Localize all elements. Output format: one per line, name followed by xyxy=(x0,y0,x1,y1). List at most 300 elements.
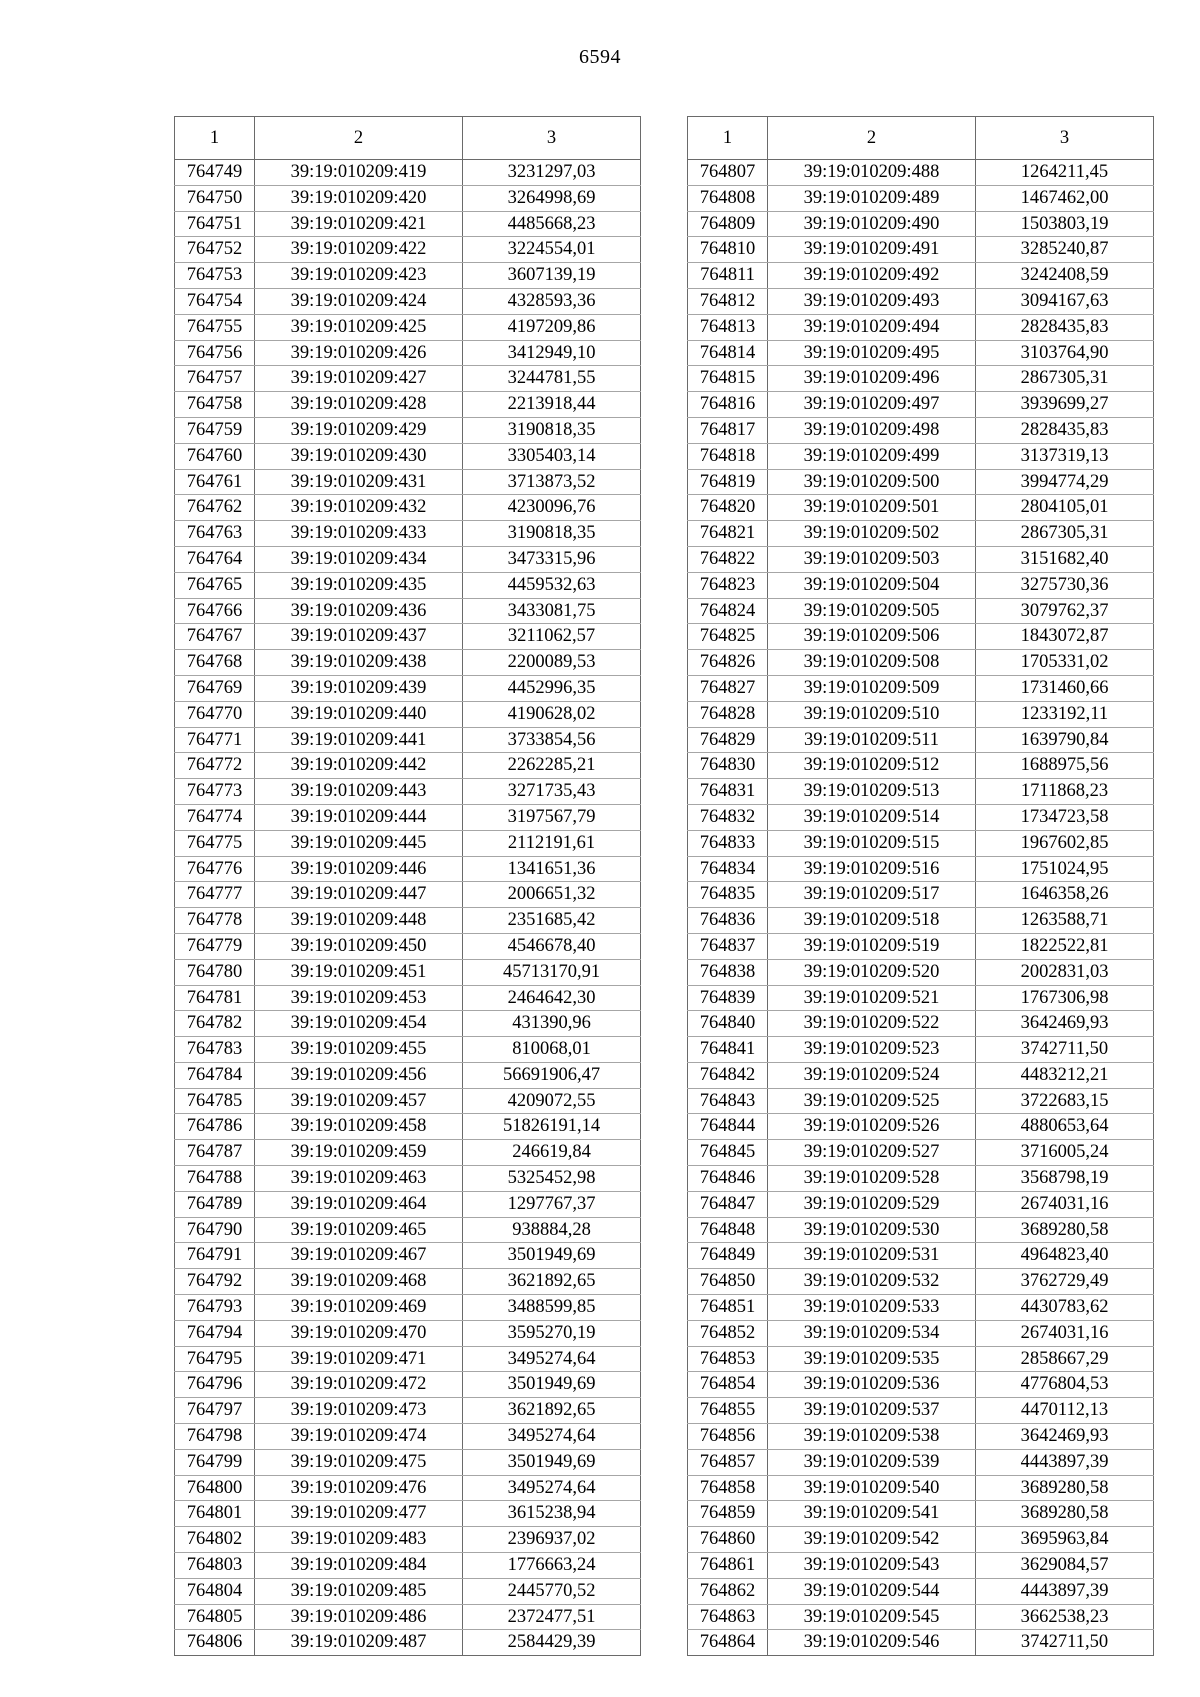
value-cell: 3662538,23 xyxy=(976,1604,1154,1630)
value-cell: 4209072,55 xyxy=(463,1088,641,1114)
row-number-cell: 764838 xyxy=(688,959,768,985)
table-row xyxy=(688,959,1154,985)
value-cell: 1646358,26 xyxy=(976,882,1154,908)
cadastral-number-cell: 39:19:010209:506 xyxy=(768,624,976,650)
value-cell: 3689280,58 xyxy=(976,1501,1154,1527)
row-number-cell: 764800 xyxy=(175,1475,255,1501)
row-number-cell: 764749 xyxy=(175,160,255,186)
row-number-cell: 764815 xyxy=(688,366,768,392)
row-number-cell: 764752 xyxy=(175,237,255,263)
value-cell: 4776804,53 xyxy=(976,1372,1154,1398)
cadastral-number-cell: 39:19:010209:491 xyxy=(768,237,976,263)
table-row xyxy=(688,392,1154,418)
cadastral-number-cell: 39:19:010209:470 xyxy=(255,1320,463,1346)
table-row xyxy=(688,598,1154,624)
table-row xyxy=(175,572,641,598)
cadastral-number-cell: 39:19:010209:499 xyxy=(768,443,976,469)
cadastral-number-cell: 39:19:010209:522 xyxy=(768,1011,976,1037)
cadastral-number-cell: 39:19:010209:450 xyxy=(255,933,463,959)
value-cell: 2584429,39 xyxy=(463,1630,641,1656)
cadastral-number-cell: 39:19:010209:419 xyxy=(255,160,463,186)
table-row xyxy=(688,1062,1154,1088)
value-cell: 3689280,58 xyxy=(976,1217,1154,1243)
cadastral-number-cell: 39:19:010209:527 xyxy=(768,1140,976,1166)
value-cell: 1688975,56 xyxy=(976,753,1154,779)
value-cell: 1711868,23 xyxy=(976,779,1154,805)
cadastral-number-cell: 39:19:010209:529 xyxy=(768,1191,976,1217)
table-row xyxy=(688,1191,1154,1217)
cadastral-number-cell: 39:19:010209:526 xyxy=(768,1114,976,1140)
cadastral-number-cell: 39:19:010209:518 xyxy=(768,908,976,934)
value-cell: 3722683,15 xyxy=(976,1088,1154,1114)
row-number-cell: 764805 xyxy=(175,1604,255,1630)
cadastral-number-cell: 39:19:010209:444 xyxy=(255,804,463,830)
cadastral-number-cell: 39:19:010209:459 xyxy=(255,1140,463,1166)
cadastral-number-cell: 39:19:010209:503 xyxy=(768,546,976,572)
cadastral-number-cell: 39:19:010209:453 xyxy=(255,985,463,1011)
table-row xyxy=(175,263,641,289)
cadastral-number-cell: 39:19:010209:488 xyxy=(768,160,976,186)
cadastral-number-cell: 39:19:010209:433 xyxy=(255,521,463,547)
table-row xyxy=(688,546,1154,572)
table-row xyxy=(688,1243,1154,1269)
cadastral-number-cell: 39:19:010209:430 xyxy=(255,443,463,469)
value-cell: 1263588,71 xyxy=(976,908,1154,934)
cadastral-number-cell: 39:19:010209:495 xyxy=(768,340,976,366)
cadastral-number-cell: 39:19:010209:525 xyxy=(768,1088,976,1114)
table-row xyxy=(688,1346,1154,1372)
row-number-cell: 764775 xyxy=(175,830,255,856)
cadastral-number-cell: 39:19:010209:457 xyxy=(255,1088,463,1114)
cadastral-number-cell: 39:19:010209:502 xyxy=(768,521,976,547)
row-number-cell: 764803 xyxy=(175,1553,255,1579)
row-number-cell: 764830 xyxy=(688,753,768,779)
value-cell: 3433081,75 xyxy=(463,598,641,624)
cadastral-number-cell: 39:19:010209:545 xyxy=(768,1604,976,1630)
cadastral-number-cell: 39:19:010209:530 xyxy=(768,1217,976,1243)
cadastral-number-cell: 39:19:010209:446 xyxy=(255,856,463,882)
value-cell: 4197209,86 xyxy=(463,314,641,340)
cadastral-number-cell: 39:19:010209:469 xyxy=(255,1295,463,1321)
cadastral-number-cell: 39:19:010209:505 xyxy=(768,598,976,624)
table-row xyxy=(688,572,1154,598)
row-number-cell: 764776 xyxy=(175,856,255,882)
table-row xyxy=(175,237,641,263)
value-cell: 3495274,64 xyxy=(463,1475,641,1501)
cadastral-number-cell: 39:19:010209:476 xyxy=(255,1475,463,1501)
cadastral-number-cell: 39:19:010209:536 xyxy=(768,1372,976,1398)
row-number-cell: 764857 xyxy=(688,1449,768,1475)
row-number-cell: 764812 xyxy=(688,288,768,314)
table-row xyxy=(175,1011,641,1037)
value-cell: 1822522,81 xyxy=(976,933,1154,959)
right-registry-table xyxy=(687,116,1154,1656)
cadastral-number-cell: 39:19:010209:494 xyxy=(768,314,976,340)
row-number-cell: 764822 xyxy=(688,546,768,572)
table-row xyxy=(688,675,1154,701)
column-header-1: 1 xyxy=(175,117,255,160)
table-row xyxy=(175,392,641,418)
table-row xyxy=(688,495,1154,521)
table-row xyxy=(175,882,641,908)
row-number-cell: 764837 xyxy=(688,933,768,959)
value-cell: 2464642,30 xyxy=(463,985,641,1011)
row-number-cell: 764792 xyxy=(175,1269,255,1295)
table-row xyxy=(175,1604,641,1630)
table-row xyxy=(175,1269,641,1295)
row-number-cell: 764782 xyxy=(175,1011,255,1037)
value-cell: 4459532,63 xyxy=(463,572,641,598)
value-cell: 3244781,55 xyxy=(463,366,641,392)
cadastral-number-cell: 39:19:010209:423 xyxy=(255,263,463,289)
row-number-cell: 764819 xyxy=(688,469,768,495)
cadastral-number-cell: 39:19:010209:426 xyxy=(255,340,463,366)
value-cell: 2674031,16 xyxy=(976,1320,1154,1346)
table-row xyxy=(175,366,641,392)
table-row xyxy=(175,495,641,521)
cadastral-number-cell: 39:19:010209:472 xyxy=(255,1372,463,1398)
table-row xyxy=(175,1527,641,1553)
cadastral-number-cell: 39:19:010209:508 xyxy=(768,650,976,676)
row-number-cell: 764783 xyxy=(175,1037,255,1063)
table-row xyxy=(175,1553,641,1579)
row-number-cell: 764795 xyxy=(175,1346,255,1372)
row-number-cell: 764766 xyxy=(175,598,255,624)
table-row xyxy=(688,856,1154,882)
row-number-cell: 764842 xyxy=(688,1062,768,1088)
row-number-cell: 764759 xyxy=(175,417,255,443)
value-cell: 1467462,00 xyxy=(976,185,1154,211)
table-row xyxy=(688,417,1154,443)
table-row xyxy=(175,1037,641,1063)
value-cell: 246619,84 xyxy=(463,1140,641,1166)
table-row xyxy=(175,546,641,572)
value-cell: 3607139,19 xyxy=(463,263,641,289)
table-row xyxy=(175,1217,641,1243)
cadastral-number-cell: 39:19:010209:429 xyxy=(255,417,463,443)
cadastral-number-cell: 39:19:010209:544 xyxy=(768,1578,976,1604)
table-row xyxy=(175,804,641,830)
cadastral-number-cell: 39:19:010209:448 xyxy=(255,908,463,934)
value-cell: 4452996,35 xyxy=(463,675,641,701)
cadastral-number-cell: 39:19:010209:484 xyxy=(255,1553,463,1579)
cadastral-number-cell: 39:19:010209:540 xyxy=(768,1475,976,1501)
table-row xyxy=(175,753,641,779)
value-cell: 938884,28 xyxy=(463,1217,641,1243)
value-cell: 2867305,31 xyxy=(976,521,1154,547)
value-cell: 1264211,45 xyxy=(976,160,1154,186)
table-row xyxy=(688,779,1154,805)
value-cell: 2006651,32 xyxy=(463,882,641,908)
cadastral-number-cell: 39:19:010209:501 xyxy=(768,495,976,521)
value-cell: 3495274,64 xyxy=(463,1346,641,1372)
cadastral-number-cell: 39:19:010209:519 xyxy=(768,933,976,959)
cadastral-number-cell: 39:19:010209:539 xyxy=(768,1449,976,1475)
value-cell: 4470112,13 xyxy=(976,1398,1154,1424)
table-row xyxy=(175,959,641,985)
left-registry-table xyxy=(174,116,641,1656)
cadastral-number-cell: 39:19:010209:447 xyxy=(255,882,463,908)
table-row xyxy=(688,1088,1154,1114)
value-cell: 1341651,36 xyxy=(463,856,641,882)
row-number-cell: 764813 xyxy=(688,314,768,340)
table-row xyxy=(175,598,641,624)
cadastral-number-cell: 39:19:010209:483 xyxy=(255,1527,463,1553)
cadastral-number-cell: 39:19:010209:515 xyxy=(768,830,976,856)
value-cell: 4964823,40 xyxy=(976,1243,1154,1269)
row-number-cell: 764804 xyxy=(175,1578,255,1604)
row-number-cell: 764858 xyxy=(688,1475,768,1501)
cadastral-number-cell: 39:19:010209:464 xyxy=(255,1191,463,1217)
row-number-cell: 764797 xyxy=(175,1398,255,1424)
value-cell: 3264998,69 xyxy=(463,185,641,211)
row-number-cell: 764829 xyxy=(688,727,768,753)
value-cell: 3079762,37 xyxy=(976,598,1154,624)
cadastral-number-cell: 39:19:010209:425 xyxy=(255,314,463,340)
table-row xyxy=(688,1398,1154,1424)
value-cell: 1705331,02 xyxy=(976,650,1154,676)
value-cell: 1776663,24 xyxy=(463,1553,641,1579)
table-row xyxy=(688,288,1154,314)
row-number-cell: 764772 xyxy=(175,753,255,779)
row-number-cell: 764796 xyxy=(175,1372,255,1398)
table-row xyxy=(175,160,641,186)
table-row xyxy=(175,701,641,727)
cadastral-number-cell: 39:19:010209:421 xyxy=(255,211,463,237)
value-cell: 4546678,40 xyxy=(463,933,641,959)
table-row xyxy=(688,1527,1154,1553)
row-number-cell: 764770 xyxy=(175,701,255,727)
cadastral-number-cell: 39:19:010209:534 xyxy=(768,1320,976,1346)
row-number-cell: 764853 xyxy=(688,1346,768,1372)
cadastral-number-cell: 39:19:010209:523 xyxy=(768,1037,976,1063)
value-cell: 1967602,85 xyxy=(976,830,1154,856)
row-number-cell: 764833 xyxy=(688,830,768,856)
row-number-cell: 764841 xyxy=(688,1037,768,1063)
value-cell: 3285240,87 xyxy=(976,237,1154,263)
cadastral-number-cell: 39:19:010209:422 xyxy=(255,237,463,263)
table-row xyxy=(175,185,641,211)
row-number-cell: 764753 xyxy=(175,263,255,289)
table-header-row xyxy=(688,117,1154,160)
table-row xyxy=(688,1037,1154,1063)
value-cell: 3137319,13 xyxy=(976,443,1154,469)
value-cell: 2112191,61 xyxy=(463,830,641,856)
table-row xyxy=(688,1217,1154,1243)
row-number-cell: 764798 xyxy=(175,1424,255,1450)
table-row xyxy=(175,1140,641,1166)
row-number-cell: 764856 xyxy=(688,1424,768,1450)
table-row xyxy=(688,908,1154,934)
value-cell: 3412949,10 xyxy=(463,340,641,366)
cadastral-number-cell: 39:19:010209:487 xyxy=(255,1630,463,1656)
value-cell: 2213918,44 xyxy=(463,392,641,418)
table-row xyxy=(688,985,1154,1011)
cadastral-number-cell: 39:19:010209:441 xyxy=(255,727,463,753)
table-row xyxy=(175,650,641,676)
row-number-cell: 764794 xyxy=(175,1320,255,1346)
value-cell: 3742711,50 xyxy=(976,1630,1154,1656)
cadastral-number-cell: 39:19:010209:445 xyxy=(255,830,463,856)
value-cell: 1503803,19 xyxy=(976,211,1154,237)
table-row xyxy=(688,314,1154,340)
value-cell: 2372477,51 xyxy=(463,1604,641,1630)
value-cell: 2674031,16 xyxy=(976,1191,1154,1217)
row-number-cell: 764814 xyxy=(688,340,768,366)
table-row xyxy=(688,1501,1154,1527)
table-row xyxy=(175,985,641,1011)
value-cell: 56691906,47 xyxy=(463,1062,641,1088)
row-number-cell: 764839 xyxy=(688,985,768,1011)
cadastral-number-cell: 39:19:010209:532 xyxy=(768,1269,976,1295)
table-row xyxy=(688,882,1154,908)
cadastral-number-cell: 39:19:010209:504 xyxy=(768,572,976,598)
value-cell: 3595270,19 xyxy=(463,1320,641,1346)
value-cell: 3242408,59 xyxy=(976,263,1154,289)
row-number-cell: 764834 xyxy=(688,856,768,882)
table-row xyxy=(688,469,1154,495)
value-cell: 3994774,29 xyxy=(976,469,1154,495)
cadastral-number-cell: 39:19:010209:520 xyxy=(768,959,976,985)
table-row xyxy=(175,1062,641,1088)
row-number-cell: 764750 xyxy=(175,185,255,211)
value-cell: 4443897,39 xyxy=(976,1578,1154,1604)
row-number-cell: 764848 xyxy=(688,1217,768,1243)
value-cell: 3742711,50 xyxy=(976,1037,1154,1063)
table-row xyxy=(175,727,641,753)
row-number-cell: 764851 xyxy=(688,1295,768,1321)
value-cell: 3733854,56 xyxy=(463,727,641,753)
table-row xyxy=(175,1501,641,1527)
cadastral-number-cell: 39:19:010209:524 xyxy=(768,1062,976,1088)
table-row xyxy=(175,830,641,856)
cadastral-number-cell: 39:19:010209:465 xyxy=(255,1217,463,1243)
table-row xyxy=(688,1114,1154,1140)
cadastral-number-cell: 39:19:010209:492 xyxy=(768,263,976,289)
row-number-cell: 764802 xyxy=(175,1527,255,1553)
table-row xyxy=(688,1269,1154,1295)
table-row xyxy=(688,1140,1154,1166)
value-cell: 3190818,35 xyxy=(463,521,641,547)
value-cell: 2804105,01 xyxy=(976,495,1154,521)
value-cell: 3488599,85 xyxy=(463,1295,641,1321)
cadastral-number-cell: 39:19:010209:510 xyxy=(768,701,976,727)
table-row xyxy=(688,1320,1154,1346)
cadastral-number-cell: 39:19:010209:497 xyxy=(768,392,976,418)
value-cell: 2200089,53 xyxy=(463,650,641,676)
table-row xyxy=(688,185,1154,211)
row-number-cell: 764756 xyxy=(175,340,255,366)
row-number-cell: 764860 xyxy=(688,1527,768,1553)
cadastral-number-cell: 39:19:010209:455 xyxy=(255,1037,463,1063)
row-number-cell: 764859 xyxy=(688,1501,768,1527)
row-number-cell: 764863 xyxy=(688,1604,768,1630)
table-row xyxy=(688,340,1154,366)
cadastral-number-cell: 39:19:010209:489 xyxy=(768,185,976,211)
table-row xyxy=(688,1424,1154,1450)
table-header-row xyxy=(175,117,641,160)
row-number-cell: 764789 xyxy=(175,1191,255,1217)
cadastral-number-cell: 39:19:010209:535 xyxy=(768,1346,976,1372)
column-header-1: 1 xyxy=(688,117,768,160)
row-number-cell: 764832 xyxy=(688,804,768,830)
row-number-cell: 764810 xyxy=(688,237,768,263)
table-row xyxy=(175,443,641,469)
value-cell: 2262285,21 xyxy=(463,753,641,779)
table-row xyxy=(175,675,641,701)
table-row xyxy=(175,288,641,314)
cadastral-number-cell: 39:19:010209:538 xyxy=(768,1424,976,1450)
value-cell: 1297767,37 xyxy=(463,1191,641,1217)
value-cell: 3094167,63 xyxy=(976,288,1154,314)
row-number-cell: 764780 xyxy=(175,959,255,985)
table-row xyxy=(688,933,1154,959)
row-number-cell: 764828 xyxy=(688,701,768,727)
value-cell: 3231297,03 xyxy=(463,160,641,186)
table-row xyxy=(688,1475,1154,1501)
row-number-cell: 764843 xyxy=(688,1088,768,1114)
value-cell: 3197567,79 xyxy=(463,804,641,830)
value-cell: 3224554,01 xyxy=(463,237,641,263)
value-cell: 3473315,96 xyxy=(463,546,641,572)
row-number-cell: 764844 xyxy=(688,1114,768,1140)
table-row xyxy=(688,727,1154,753)
value-cell: 3275730,36 xyxy=(976,572,1154,598)
value-cell: 3642469,93 xyxy=(976,1011,1154,1037)
column-header-3: 3 xyxy=(463,117,641,160)
table-row xyxy=(175,1630,641,1656)
row-number-cell: 764768 xyxy=(175,650,255,676)
row-number-cell: 764846 xyxy=(688,1166,768,1192)
cadastral-number-cell: 39:19:010209:514 xyxy=(768,804,976,830)
row-number-cell: 764778 xyxy=(175,908,255,934)
row-number-cell: 764824 xyxy=(688,598,768,624)
cadastral-number-cell: 39:19:010209:533 xyxy=(768,1295,976,1321)
value-cell: 3501949,69 xyxy=(463,1372,641,1398)
value-cell: 3939699,27 xyxy=(976,392,1154,418)
table-row xyxy=(688,211,1154,237)
row-number-cell: 764761 xyxy=(175,469,255,495)
row-number-cell: 764806 xyxy=(175,1630,255,1656)
row-number-cell: 764820 xyxy=(688,495,768,521)
cadastral-number-cell: 39:19:010209:432 xyxy=(255,495,463,521)
table-row xyxy=(175,1398,641,1424)
value-cell: 3621892,65 xyxy=(463,1398,641,1424)
row-number-cell: 764771 xyxy=(175,727,255,753)
table-row xyxy=(175,1114,641,1140)
cadastral-number-cell: 39:19:010209:485 xyxy=(255,1578,463,1604)
table-row xyxy=(688,1604,1154,1630)
cadastral-number-cell: 39:19:010209:516 xyxy=(768,856,976,882)
row-number-cell: 764821 xyxy=(688,521,768,547)
value-cell: 3501949,69 xyxy=(463,1243,641,1269)
cadastral-number-cell: 39:19:010209:443 xyxy=(255,779,463,805)
row-number-cell: 764835 xyxy=(688,882,768,908)
value-cell: 3305403,14 xyxy=(463,443,641,469)
row-number-cell: 764861 xyxy=(688,1553,768,1579)
cadastral-number-cell: 39:19:010209:496 xyxy=(768,366,976,392)
row-number-cell: 764764 xyxy=(175,546,255,572)
value-cell: 3689280,58 xyxy=(976,1475,1154,1501)
value-cell: 3629084,57 xyxy=(976,1553,1154,1579)
row-number-cell: 764864 xyxy=(688,1630,768,1656)
table-row xyxy=(175,1346,641,1372)
table-row xyxy=(175,340,641,366)
table-row xyxy=(175,1372,641,1398)
row-number-cell: 764847 xyxy=(688,1191,768,1217)
value-cell: 1751024,95 xyxy=(976,856,1154,882)
cadastral-number-cell: 39:19:010209:473 xyxy=(255,1398,463,1424)
